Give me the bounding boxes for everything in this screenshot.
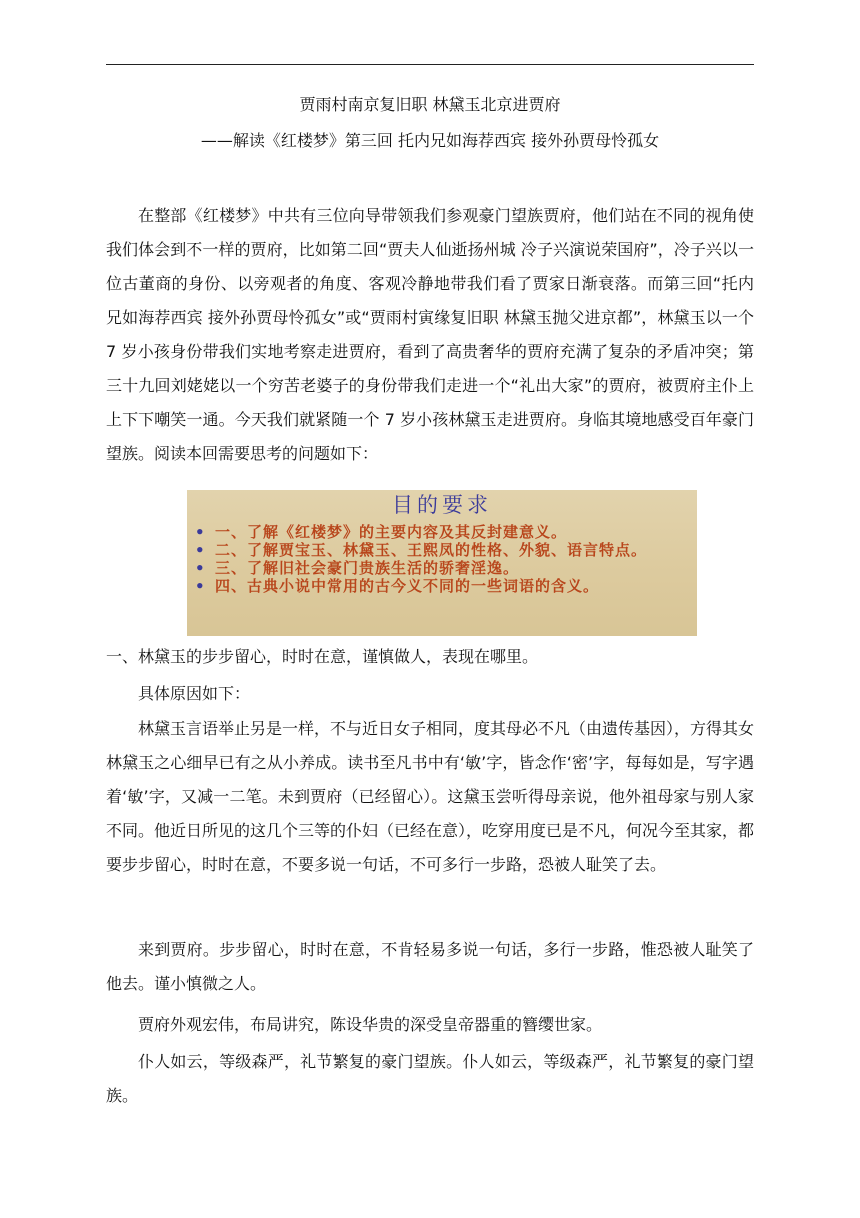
- objective-item: [193, 578, 693, 595]
- objective-text: 三、了解旧社会豪门贵族生活的骄奢淫逸。: [215, 559, 520, 577]
- analysis-paragraph-3: 贾府外观宏伟，布局讲究，陈设华贵的深受皇帝器重的簪缨世家。: [138, 1015, 603, 1034]
- objective-item: [193, 542, 693, 559]
- objective-text: 一、了解《红楼梦》的主要内容及其反封建意义。: [215, 523, 568, 541]
- objective-item: [193, 560, 693, 577]
- objectives-image: [187, 490, 697, 636]
- header-rule: [106, 64, 754, 65]
- objective-text: 二、了解贾宝玉、林黛玉、王熙凤的性格、外貌、语言特点。: [215, 541, 648, 559]
- intro-paragraph: 在整部《红楼梦》中共有三位向导带领我们参观豪门望族贾府，他们站在不同的视角使我们体会到不一样的贾府，比如第二回“贾夫人仙逝扬州城 冷子兴演说荣国府”，冷子兴以一位古董商的身份、以旁观者的角度、客观冷静地带我们看了贾家日渐衰落。而第三回“托内兄如海荐西宾 接外孙贾母怜孤女”或“贾雨村寅缘复旧职 林黛玉抛父进京都”，林黛玉以一个 7 岁小孩身份带我们实地考察走进贾府，看到了高贵奢华的贾府充满了复杂的矛盾冲突；第三十九回刘姥姥以一个穷苦老婆子的身份带我们走进一个“礼出大家”的贾府，被贾府主仆上上下下嘲笑一通。今天我们就紧随一个 7 岁小孩林黛玉走进贾府。身临其境地感受百年豪门望族。阅读本回需要思考的问题如下：: [106, 206, 754, 463]
- bullet-icon: •: [195, 523, 206, 541]
- analysis-paragraph-4: 仆人如云，等级森严，礼节繁复的豪门望族。仆人如云，等级森严，礼节繁复的豪门望族。: [106, 1052, 754, 1105]
- bullet-icon: •: [195, 577, 206, 595]
- analysis-paragraph-1: 林黛玉言语举止另是一样，不与近日女子相同，度其母必不凡（由遗传基因），方得其女林黛玉之心细早已有之从小养成。读书至凡书中有‘敏’字，皆念作‘密’字，每每如是，写字遇着‘敏’字，又减一二笔。未到贾府（已经留心）。这黛玉尝听得母亲说，他外祖母家与别人家不同。他近日所见的这几个三等的仆妇（已经在意），吃穿用度已是不凡，何况今至其家，都要步步留心，时时在意，不要多说一句话，不可多行一步路，恐被人耻笑了去。: [106, 719, 755, 874]
- document-title: 贾雨村南京复旧职 林黛玉北京进贾府: [299, 95, 561, 114]
- objectives-list: [193, 524, 693, 596]
- objective-text: 四、古典小说中常用的古今义不同的一些词语的含义。: [215, 577, 600, 595]
- analysis-paragraph-2: 来到贾府。步步留心，时时在意，不肯轻易多说一句话，多行一步路，惟恐被人耻笑了他去。谨小慎微之人。: [106, 940, 754, 993]
- document-subtitle: ——解读《红楼梦》第三回 托内兄如海荐西宾 接外孙贾母怜孤女: [200, 131, 660, 150]
- question-heading: 一、林黛玉的步步留心，时时在意，谨慎做人，表现在哪里。: [106, 647, 539, 666]
- objective-item: [193, 524, 693, 541]
- bullet-icon: •: [195, 541, 206, 559]
- bullet-icon: •: [195, 559, 206, 577]
- reason-label: 具体原因如下：: [138, 684, 251, 703]
- objectives-heading: 目的要求: [392, 493, 492, 517]
